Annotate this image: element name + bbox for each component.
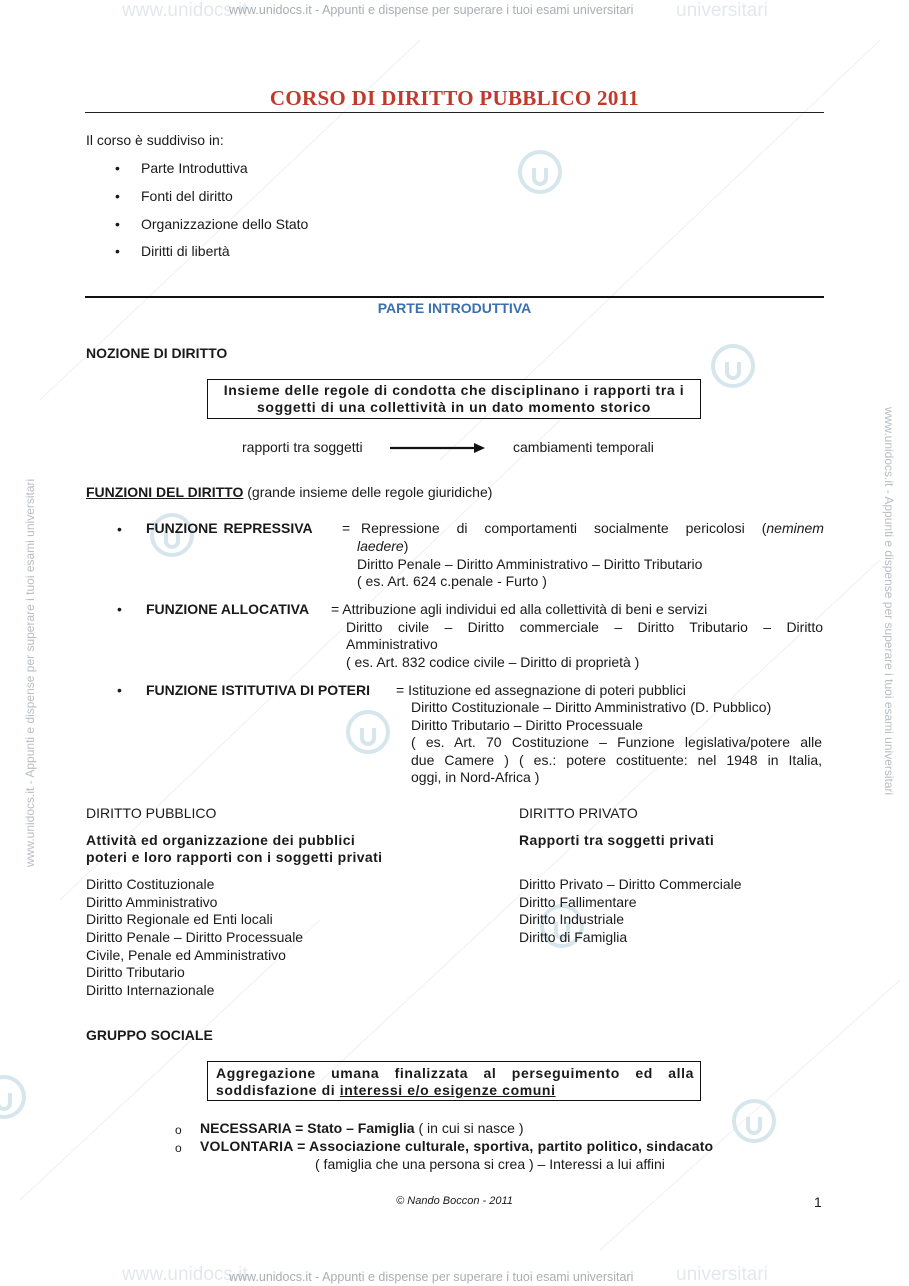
watermark-side-right: www.unidocs.it - Appunti e dispense per superare i tuoi esami universitari [882, 407, 896, 796]
pubblico-desc1: Attività ed organizzazione dei pubblici [86, 832, 356, 848]
intro-item: Diritti di libertà [141, 243, 230, 259]
pubblico-heading: DIRITTO PUBBLICO [86, 805, 217, 821]
pubblico-item: Diritto Costituzionale [86, 876, 215, 892]
watermark-bottom: www.unidocs.it - Appunti e dispense per superare i tuoi esami universitari [229, 1270, 634, 1284]
nozione-box-line1: Insieme delle regole di condotta che disciplinano i rapporti tra i [223, 382, 685, 398]
funzioni-heading: FUNZIONI DEL DIRITTO [86, 484, 244, 500]
repressiva-word: Repressione [361, 520, 440, 536]
volontaria-label: VOLONTARIA = Associazione culturale, sportiva, partito politico, sindacato [200, 1138, 714, 1154]
nozione-definition-box [207, 379, 701, 419]
nozione-left: rapporti tra soggetti [242, 439, 363, 455]
privato-heading: DIRITTO PRIVATO [519, 805, 638, 821]
intro-item: Organizzazione dello Stato [141, 216, 309, 232]
intro-item: Parte Introduttiva [141, 160, 248, 176]
pubblico-item: Diritto Penale – Diritto Processuale [86, 929, 304, 945]
watermark-faint-bottom-right: universitari [676, 1264, 768, 1285]
section-rule [85, 296, 824, 298]
repressiva-line2-rest: ) [403, 538, 409, 554]
watermark-faint-top-right: universitari [676, 0, 768, 21]
istitutiva-line3: Diritto Tributario – Diritto Processuale [411, 717, 643, 733]
repressiva-line3: Diritto Penale – Diritto Amministrativo – Diritto Tributario [357, 556, 703, 572]
watermark-faint-bottom-left: www.unidocs.it [122, 1264, 248, 1285]
watermark-faint-top-left: www.unidocs.it [122, 0, 248, 21]
allocativa-line4: ( es. Art. 832 codice civile – Diritto di proprietà ) [346, 654, 640, 670]
watermark-top: www.unidocs.it - Appunti e dispense per superare i tuoi esami universitari [229, 3, 634, 17]
bullet-icon: • [115, 243, 120, 259]
volontaria-line2: ( famiglia che una persona si crea ) – Interessi a lui affini [315, 1156, 665, 1172]
istitutiva-line5: due Camere ) ( es.: potere costituente: nel 1948 in Italia, [411, 752, 822, 768]
istitutiva-line6: oggi, in Nord-Africa ) [411, 769, 540, 785]
necessaria-rest: ( in cui si nasce ) [414, 1120, 524, 1136]
gruppo-box-line2 [216, 1082, 694, 1099]
privato-item: Diritto Fallimentare [519, 894, 637, 910]
pubblico-item: Diritto Amministrativo [86, 894, 218, 910]
necessaria-label: NECESSARIA = Stato – Famiglia [200, 1120, 415, 1136]
logo-icon [0, 1077, 24, 1117]
logo-icon [734, 1101, 774, 1141]
intro-item: Fonti del diritto [141, 188, 233, 204]
istitutiva-label: FUNZIONE ISTITUTIVA DI POTERI [146, 682, 370, 698]
funzioni-heading-note: (grande insieme delle regole giuridiche) [243, 484, 493, 500]
footer-author: © Nando Boccon - 2011 [396, 1195, 513, 1207]
repressiva-line1 [361, 520, 824, 537]
page-number: 1 [814, 1194, 822, 1210]
repressiva-latin: neminem [766, 520, 824, 536]
pubblico-desc2: poteri e loro rapporti con i soggetti privati [86, 849, 383, 865]
circle-bullet-icon: o [175, 1141, 182, 1155]
privato-item: Diritto Privato – Diritto Commerciale [519, 876, 742, 892]
nozione-box-line2: soggetti di una collettività in un dato momento storico [257, 399, 651, 415]
gruppo-necessaria [200, 1120, 524, 1137]
section-heading: PARTE INTRODUTTIVA [377, 300, 532, 316]
privato-item: Diritto Industriale [519, 911, 625, 927]
allocativa-line1: = Attribuzione agli individui ed alla collettività di beni e servizi [331, 601, 708, 617]
funzioni-heading-line [86, 484, 492, 501]
istitutiva-line2: Diritto Costituzionale – Diritto Amministrativo (D. Pubblico) [411, 699, 772, 715]
allocativa-line2: Diritto civile – Diritto commerciale – Diritto Tributario – Diritto [346, 619, 823, 635]
bullet-icon: • [115, 216, 120, 232]
nozione-right: cambiamenti temporali [513, 439, 654, 455]
repressiva-label: FUNZIONE REPRESSIVA [146, 520, 313, 536]
allocativa-label: FUNZIONE ALLOCATIVA [146, 601, 310, 617]
repressiva-word: ( [761, 520, 767, 536]
pubblico-item: Diritto Tributario [86, 964, 185, 980]
istitutiva-line1: = Istituzione ed assegnazione di poteri pubblici [396, 682, 686, 698]
bullet-icon: • [115, 188, 120, 204]
pubblico-item: Civile, Penale ed Amministrativo [86, 947, 286, 963]
repressiva-line4: ( es. Art. 624 c.penale - Furto ) [357, 573, 547, 589]
gruppo-definition-box [207, 1061, 701, 1101]
logo-icon [713, 346, 753, 386]
repressiva-line2 [357, 538, 408, 555]
repressiva-word: comportamenti [484, 520, 578, 536]
gruppo-heading: GRUPPO SOCIALE [86, 1027, 213, 1043]
pubblico-item: Diritto Internazionale [86, 982, 215, 998]
bullet-icon: • [115, 160, 120, 176]
nozione-heading: NOZIONE DI DIRITTO [86, 345, 228, 361]
istitutiva-line4: ( es. Art. 70 Costituzione – Funzione legislativa/potere alle [411, 734, 822, 750]
bullet-icon: • [117, 601, 122, 617]
gruppo-box-line2-underlined: interessi e/o esigenze comuni [339, 1082, 556, 1098]
repressiva-latin-2: laedere [357, 538, 404, 554]
pubblico-item: Diritto Regionale ed Enti locali [86, 911, 273, 927]
intro-lead: Il corso è suddiviso in: [86, 132, 224, 148]
title-rule [85, 112, 824, 113]
repressiva-word: socialmente [593, 520, 669, 536]
allocativa-line3: Amministrativo [346, 636, 438, 652]
page-title: CORSO DI DIRITTO PUBBLICO 2011 [269, 86, 640, 110]
privato-item: Diritto di Famiglia [519, 929, 628, 945]
logo-icon [520, 152, 560, 192]
bullet-icon: • [117, 682, 122, 698]
arrow-right-icon [390, 442, 486, 454]
repressiva-word: pericolosi [685, 520, 745, 536]
bullet-icon: • [117, 521, 122, 537]
repressiva-eq: = [342, 520, 351, 536]
logo-icon [348, 712, 388, 752]
watermark-side-left: www.unidocs.it - Appunti e dispense per superare i tuoi esami universitari [23, 478, 37, 867]
gruppo-box-line1: Aggregazione umana finalizzata al perseguimento ed alla [216, 1065, 694, 1081]
circle-bullet-icon: o [175, 1123, 182, 1137]
gruppo-box-line2-pre: soddisfazione di [216, 1082, 340, 1098]
privato-desc1: Rapporti tra soggetti privati [519, 832, 715, 848]
repressiva-word: di [456, 520, 468, 536]
